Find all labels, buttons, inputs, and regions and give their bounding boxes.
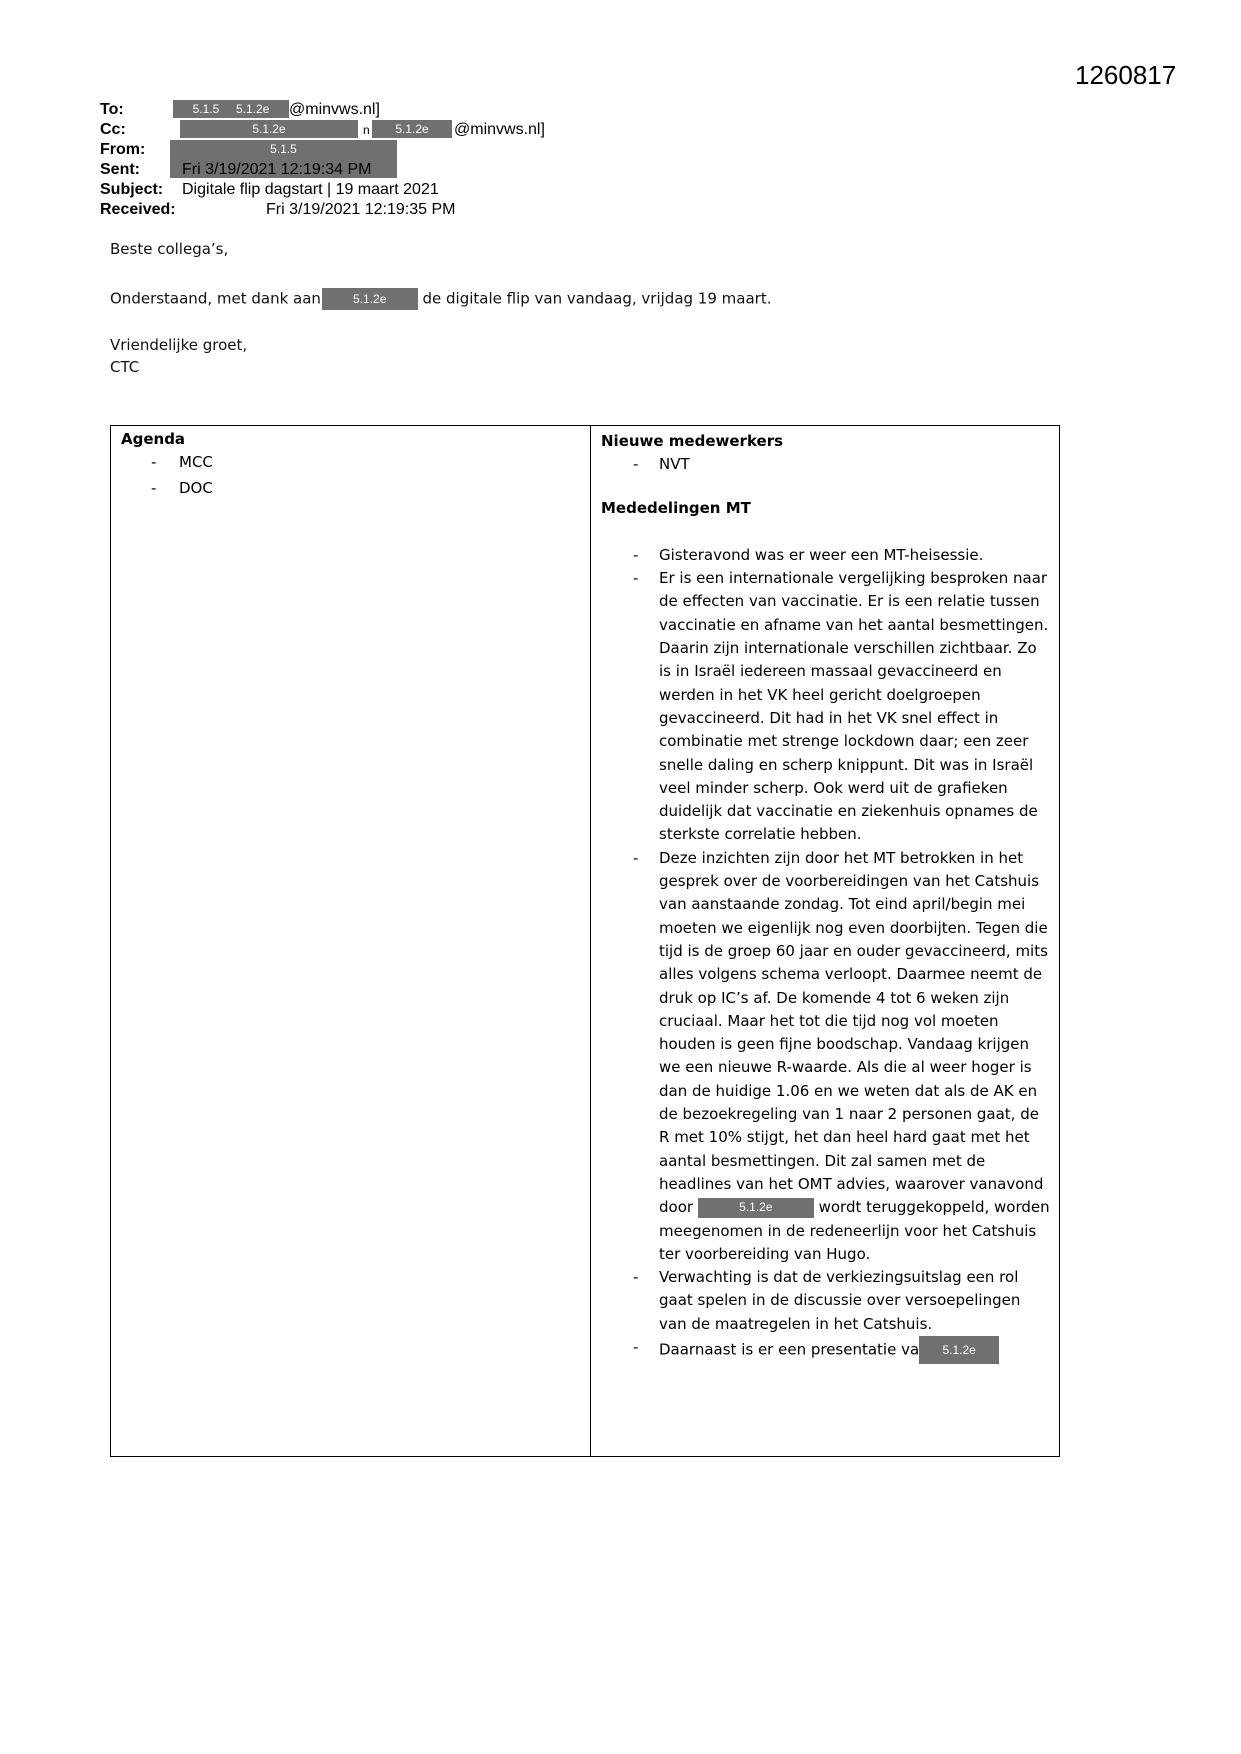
column-divider [590, 426, 591, 1456]
new-staff-heading: Nieuwe medewerkers [601, 432, 784, 450]
cc-fragment: n [363, 123, 370, 137]
redaction-block: 5.1.2e [372, 120, 452, 138]
redaction-block: 5.1.2e [180, 120, 358, 138]
greeting: Beste collega’s, [110, 240, 229, 258]
flip-table [110, 425, 1060, 1457]
body-line [110, 288, 771, 310]
redaction-code: 5.1.2e [236, 102, 270, 116]
list-item: - Er is een internationale vergelijking besproken naar de effecten van vaccinatie. Er is een relatie tussen vaccinatie en afname van het aantal besmettingen. Daarin zijn internationale verschillen zichtbaar. Zo is in Israël iedereen massaal gevaccineerd en werden in het VK heel gericht doelgroepen gevaccineerd. Dit had in het VK snel effect in combinatie met strenge lockdown daar; een zeer snelle daling en scherp knippunt. Dit was in Israël veel minder scherp. Ook werd uit de grafieken duidelijk dat vaccinatie en ziekenhuis opnames de sterkste correlatie hebben. [633, 569, 1049, 844]
sent-value: Fri 3/19/2021 12:19:34 PM [182, 161, 372, 178]
cc-value: @minvws.nl] [454, 121, 545, 138]
body-line-end: de digitale flip van vandaag, vrijdag 19 maart. [422, 289, 772, 308]
to-value: @minvws.nl] [289, 101, 380, 118]
list-item-text: Gisteravond was er weer een MT-heisessie. [659, 545, 984, 564]
document-id: 1260817 [1075, 60, 1177, 90]
redaction-block: 5.1.2e [919, 1336, 999, 1364]
subject-label: Subject: [100, 181, 164, 198]
agenda-cell [121, 430, 581, 500]
body-line-start: Onderstaand, met dank aan [110, 289, 321, 308]
cc-label: Cc: [100, 121, 126, 138]
list-item: - Gisteravond was er weer een MT-heisessie. [633, 545, 984, 564]
redaction-code: 5.1.5 [192, 102, 220, 116]
list-item-text: Verwachting is dat de verkiezingsuitslag een rol gaat spelen in de discussie over versoepelingen van de maatregelen in het Catshuis. [659, 1268, 1021, 1333]
redaction-block: 5.1.2e [698, 1198, 814, 1218]
redaction-code: 5.1.5 [270, 142, 297, 156]
list-item-text: DOC [179, 479, 213, 497]
to-label: To: [100, 101, 124, 118]
list-item: - DOC [151, 479, 213, 497]
list-item-text: Daarnaast is er een presentatie va [659, 1340, 920, 1359]
list-item: - NVT [633, 455, 690, 474]
list-item-text: NVT [659, 455, 690, 474]
announcements-cell [601, 430, 1051, 1364]
subject-value: Digitale flip dagstart | 19 maart 2021 [182, 181, 439, 198]
list-item-text: Er is een internationale vergelijking besproken naar de effecten van vaccinatie. Er is een relatie tussen vaccinatie en afname van het aantal besmettingen. Daarin zijn internationale verschillen zichtbaar. Zo is in Israël iedereen massaal gevaccineerd en werden in het VK heel gericht doelgroepen gevaccineerd. Dit had in het VK snel effect in combinatie met strenge lockdown daar; een zeer snelle daling en scherp knippunt. Dit was in Israël veel minder scherp. Ook werd uit de grafieken duidelijk dat vaccinatie en ziekenhuis opnames de sterkste correlatie hebben. [659, 569, 1049, 844]
redaction-block [173, 100, 289, 118]
closing: Vriendelijke groet, [110, 336, 248, 354]
sent-label: Sent: [100, 161, 140, 178]
signature: CTC [110, 358, 140, 376]
mt-announcements-heading: Mededelingen MT [601, 498, 751, 517]
list-item-text: Deze inzichten zijn door het MT betrokken in het gesprek over de voorbereidingen van het Catshuis van aanstaande zondag. Tot eind april/begin mei moeten we eigenlijk nog even doorbijten. Tegen die tijd is de groep 60 jaar en ouder gevaccineerd, mits alles volgens schema verloopt. Daarmee neemt de druk op IC’s af. De komende 4 tot 6 weken zijn cruciaal. Maar het tot die tijd nog vol moeten houden is geen fijne boodschap. Vandaag krijgen we een nieuwe R-waarde. Als die al weer hoger is dan de huidige 1.06 en we weten dat als de AK en de bezoekregeling van 1 naar 2 personen gaat, de R met 10% stijgt, het dan heel hard gaat met het aantal besmettingen. Dit zal samen met de headlines van het OMT advies, waarover vanavond door [659, 848, 1048, 1217]
list-item-text: wordt teruggekoppeld, worden meegenomen in de redeneerlijn voor het Catshuis ter voorbereiding van Hugo. [659, 1198, 1050, 1263]
list-item-text: MCC [179, 453, 213, 471]
received-label: Received: [100, 201, 176, 218]
received-value: Fri 3/19/2021 12:19:35 PM [266, 201, 456, 218]
from-label: From: [100, 141, 146, 158]
redaction-block: 5.1.2e [322, 288, 418, 310]
list-item: - MCC [151, 453, 213, 471]
agenda-heading: Agenda [121, 430, 186, 448]
list-item: - Verwachting is dat de verkiezingsuitslag een rol gaat spelen in de discussie over versoepelingen van de maatregelen in het Catshuis. [633, 1268, 1021, 1333]
list-item: - Daarnaast is er een presentatie va 5.1.2e [601, 1336, 1051, 1364]
list-item: - Deze inzichten zijn door het MT betrokken in het gesprek over de voorbereidingen van het Catshuis van aanstaande zondag. Tot eind april/begin mei moeten we eigenlijk nog even doorbijten. Tegen die tijd is de groep 60 jaar en ouder gevaccineerd, mits alles volgens schema verloopt. Daarmee neemt de druk op IC’s af. De komende 4 tot 6 weken zijn cruciaal. Maar het tot die tijd nog vol moeten houden is geen fijne boodschap. Vandaag krijgen we een nieuwe R-waarde. Als die al weer hoger is dan de huidige 1.06 en we weten dat als de AK en de bezoekregeling van 1 naar 2 personen gaat, de R met 10% stijgt, het dan heel hard gaat met het aantal besmettingen. Dit zal samen met de headlines van het OMT advies, waarover vanavond door 5.1.2e wordt teruggekoppeld, worden meegenomen in de redeneerlijn voor het Catshuis ter voorbereiding van Hugo. [633, 848, 1050, 1263]
